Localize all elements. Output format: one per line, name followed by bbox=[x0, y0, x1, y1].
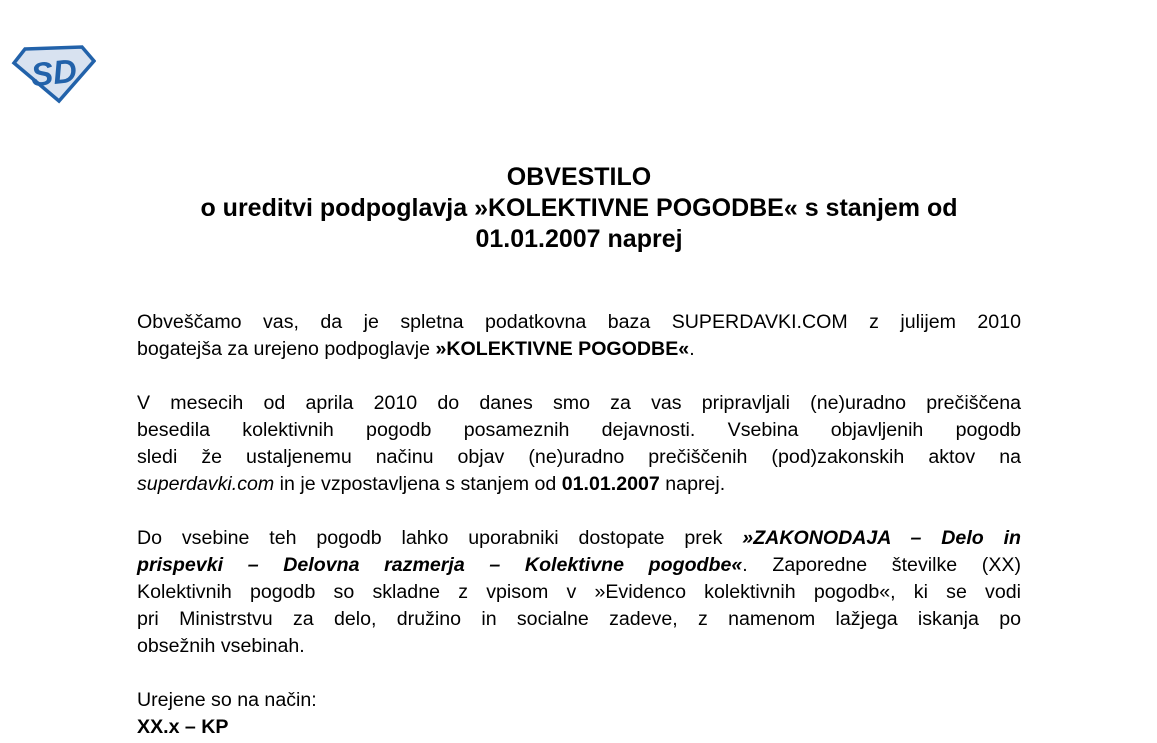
text-run: V mesecih od aprila 2010 do danes smo za vas pripravljali (ne)uradno prečiščena bbox=[137, 392, 1021, 414]
superdavki-shield-logo bbox=[10, 44, 96, 104]
text-line bbox=[137, 444, 1021, 471]
text-run: 01.01.2007 bbox=[561, 473, 660, 495]
text-run: obsežnih vsebinah. bbox=[137, 635, 305, 657]
logo-letters: SD bbox=[29, 51, 79, 94]
text-run: in je vzpostavljena s stanjem od bbox=[274, 473, 562, 495]
text-line bbox=[137, 336, 1021, 363]
text-run: »KOLEKTIVNE POGODBE« bbox=[435, 338, 690, 360]
text-line bbox=[137, 309, 1021, 336]
text-line bbox=[137, 417, 1021, 444]
text-line bbox=[137, 390, 1021, 417]
text-run: XX.x – KP bbox=[137, 716, 229, 738]
text-line bbox=[137, 714, 1021, 741]
text-run: »ZAKONODAJA – Delo in bbox=[742, 527, 1021, 549]
para-access bbox=[137, 525, 1021, 660]
text-run: Do vsebine teh pogodb lahko uporabniki dostopate prek bbox=[137, 527, 743, 549]
text-run: Urejene so na način: bbox=[137, 689, 317, 711]
text-line bbox=[137, 687, 1021, 714]
document-body bbox=[137, 309, 1021, 741]
text-line bbox=[137, 552, 1021, 579]
text-run: sledi že ustaljenemu načinu objav (ne)uradno prečiščenih (pod)zakonskih aktov na bbox=[137, 446, 1021, 468]
text-run: Obveščamo vas, da je spletna podatkovna baza SUPERDAVKI.COM z julijem 2010 bbox=[137, 311, 1021, 333]
text-run: naprej. bbox=[659, 473, 726, 495]
document-title-line: o ureditvi podpoglavja »KOLEKTIVNE POGODBE« s stanjem od bbox=[200, 194, 958, 222]
text-run: . bbox=[689, 338, 695, 360]
document-title-line: 01.01.2007 naprej bbox=[475, 225, 683, 253]
text-run: superdavki.com bbox=[137, 473, 275, 495]
text-run: Kolektivnih pogodb so skladne z vpisom v »Evidenco kolektivnih pogodb«, ki se vodi bbox=[137, 581, 1021, 603]
para-intro bbox=[137, 309, 1021, 363]
text-line bbox=[137, 633, 1021, 660]
document-title bbox=[137, 162, 1021, 255]
text-run: . Zaporedne številke (XX) bbox=[742, 554, 1021, 576]
text-line bbox=[137, 471, 1021, 498]
text-run: bogatejša za urejeno podpoglavje bbox=[137, 338, 436, 360]
para-arrangement bbox=[137, 687, 1021, 741]
text-line bbox=[137, 525, 1021, 552]
text-line bbox=[137, 606, 1021, 633]
text-run: prispevki – Delovna razmerja – Kolektivne pogodbe« bbox=[137, 554, 743, 576]
text-run: pri Ministrstvu za delo, družino in socialne zadeve, z namenom lažjega iskanja po bbox=[137, 608, 1021, 630]
text-line bbox=[137, 579, 1021, 606]
document-title-line: OBVESTILO bbox=[506, 163, 652, 191]
text-run: besedila kolektivnih pogodb posameznih dejavnosti. Vsebina objavljenih pogodb bbox=[137, 419, 1021, 441]
para-history bbox=[137, 390, 1021, 498]
